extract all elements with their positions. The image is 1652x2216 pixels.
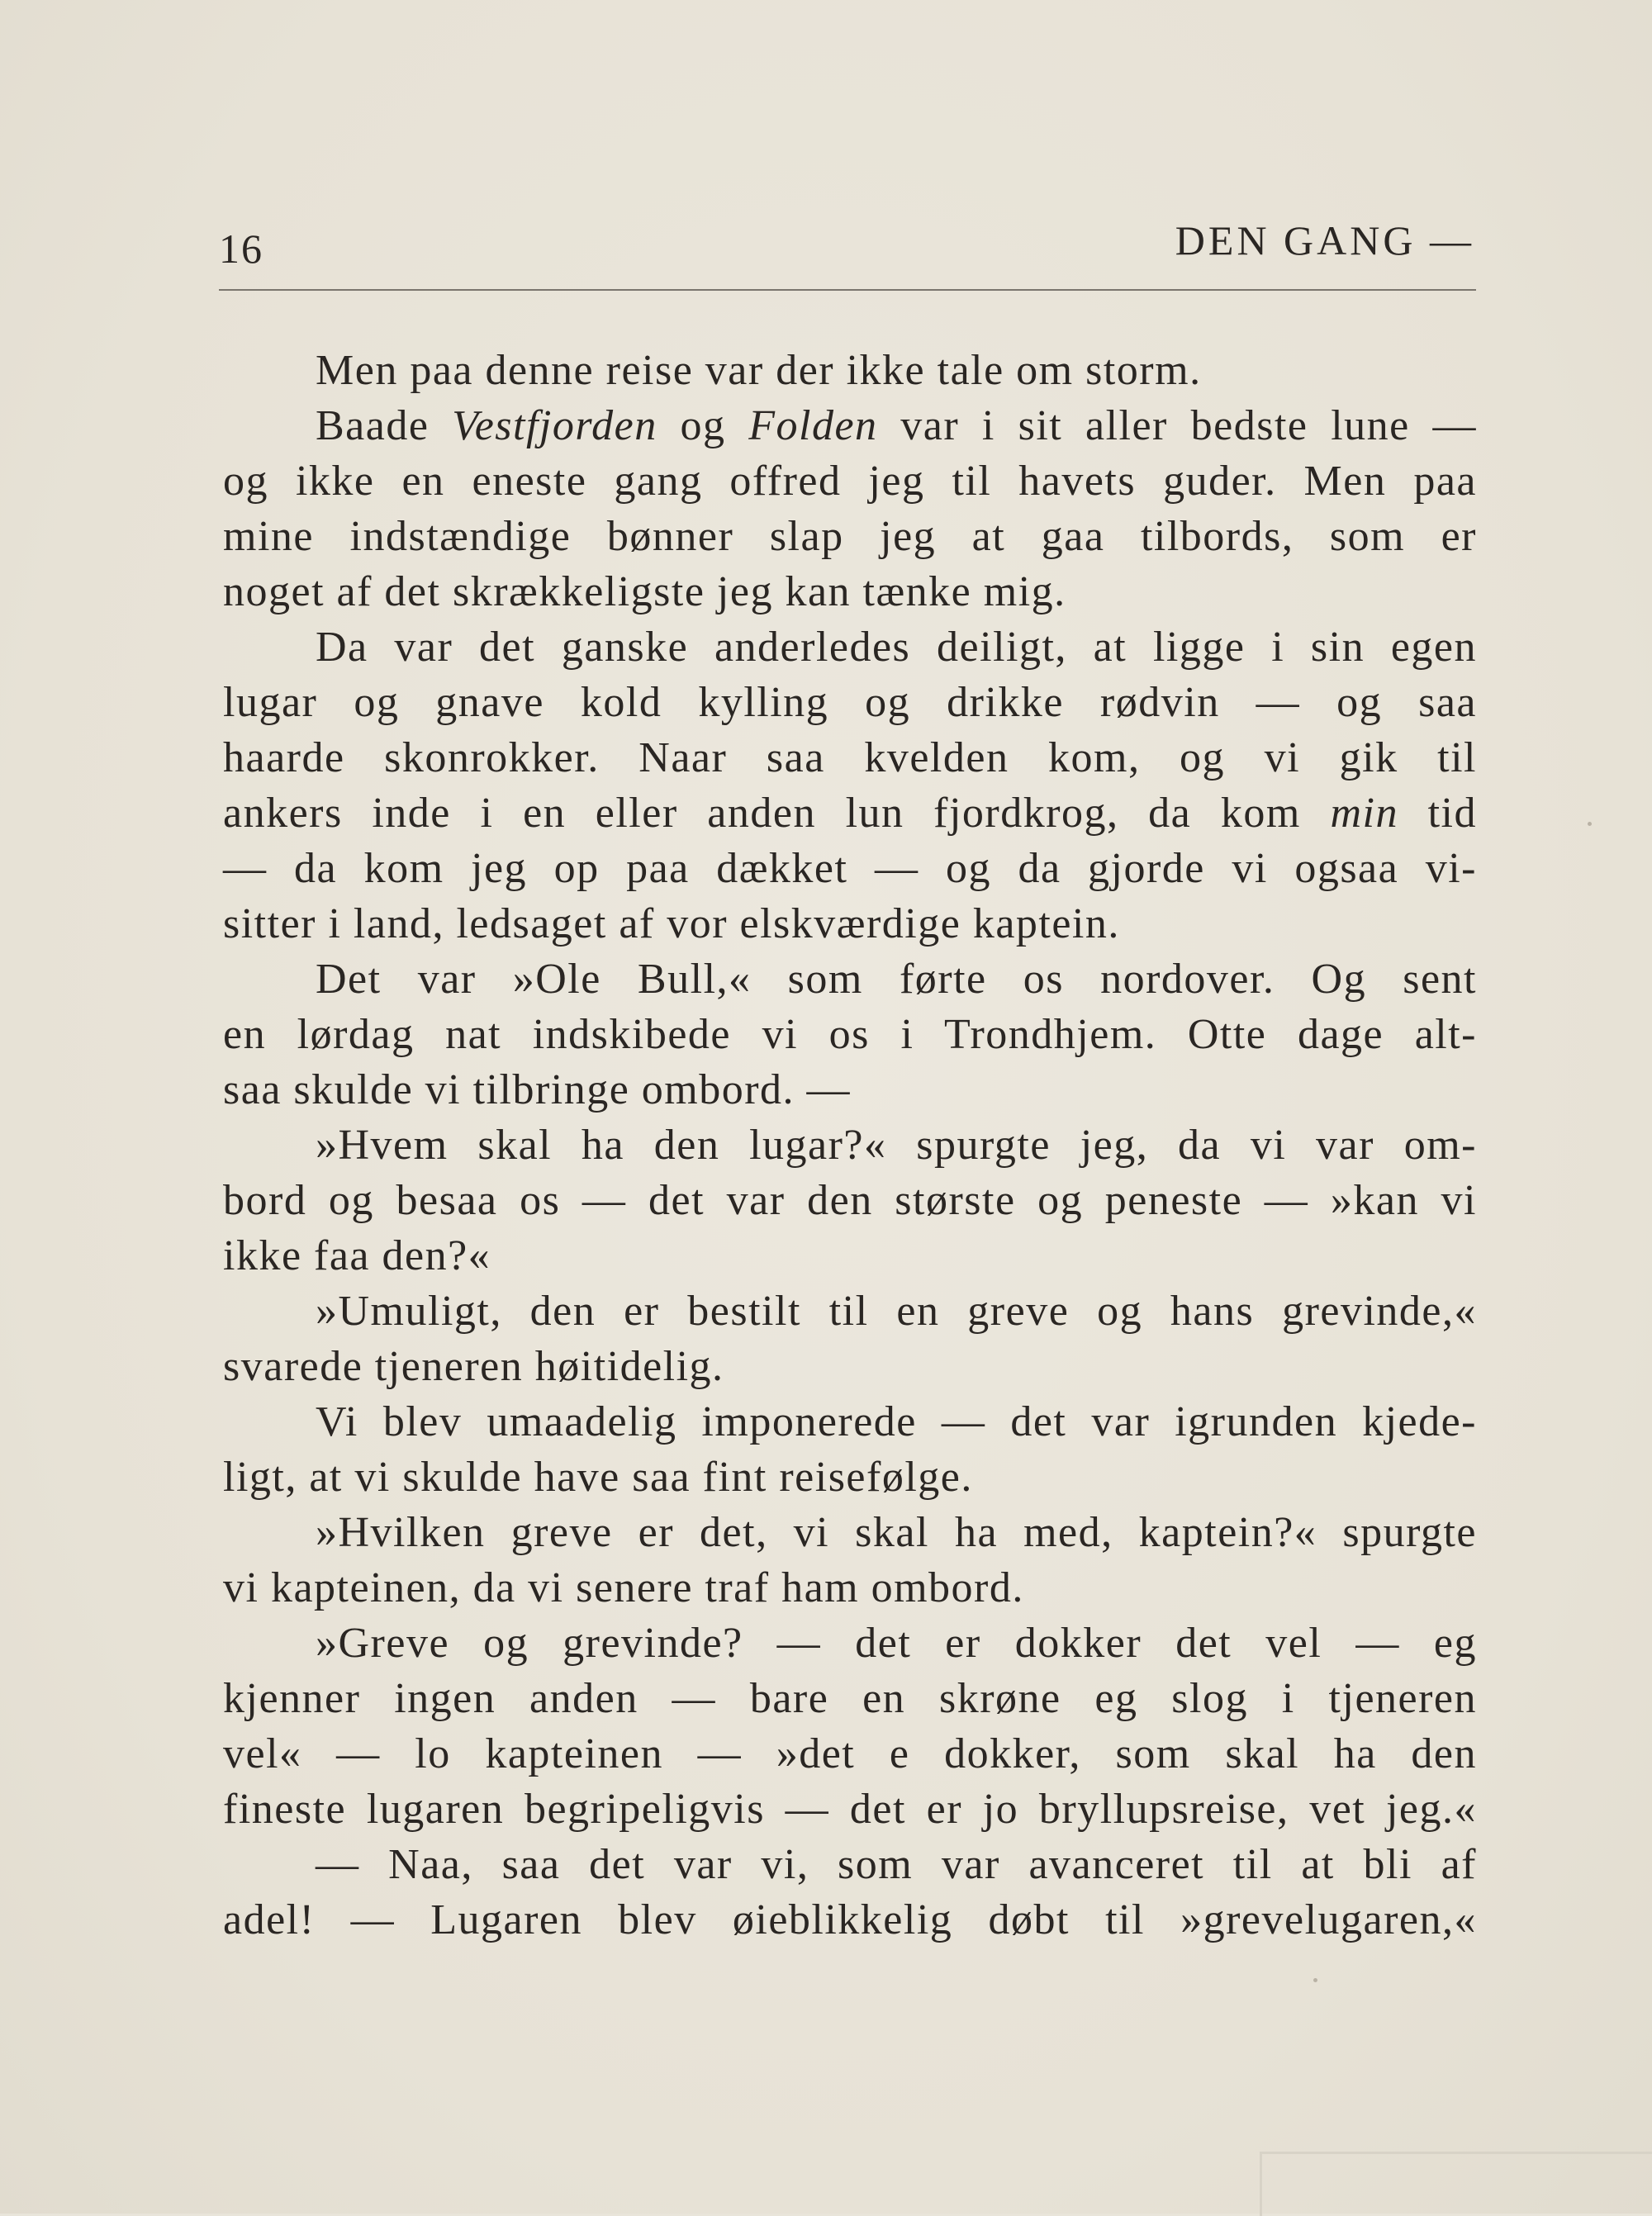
text-line: vi kapteinen, da vi senere traf ham ombord. <box>223 1564 1024 1611</box>
italic-place-name: Vestfjorden <box>452 402 657 449</box>
text-line: en lørdag nat indskibede vi os i Trondhjem. Otte dage alt- <box>223 1011 1477 1058</box>
text-line: »Hvilken greve er det, vi skal ha med, kaptein?« spurgte <box>316 1509 1477 1556</box>
text-line: sitter i land, ledsaget af vor elskværdige kaptein. <box>223 900 1120 947</box>
body-text <box>223 343 1477 1948</box>
paper-speck <box>1588 822 1592 826</box>
text-line: ikke faa den?« <box>223 1232 491 1279</box>
text-line: — da kom jeg op paa dækket — og da gjorde vi ogsaa vi- <box>223 845 1477 892</box>
text-line: Baade Vestfjorden og Folden var i sit aller bedste lune — <box>316 402 1477 449</box>
text-line: mine indstændige bønner slap jeg at gaa tilbords, som er <box>223 513 1477 560</box>
text-line: ligt, at vi skulde have saa fint reisefølge. <box>223 1454 973 1501</box>
text-line: adel! — Lugaren blev øieblikkelig døbt til »grevelugaren,« <box>223 1896 1477 1943</box>
text-line: kjenner ingen anden — bare en skrøne eg slog i tjeneren <box>223 1675 1477 1722</box>
text-line: Da var det ganske anderledes deiligt, at ligge i sin egen <box>316 624 1477 671</box>
page-header <box>219 216 1474 282</box>
italic-place-name: Folden <box>748 402 878 449</box>
text-line: saa skulde vi tilbringe ombord. — <box>223 1066 852 1113</box>
text-line: fineste lugaren begripeligvis — det er jo bryllupsreise, vet jeg.« <box>223 1786 1477 1833</box>
text-line: »Hvem skal ha den lugar?« spurgte jeg, da vi var om- <box>316 1122 1477 1169</box>
header-rule <box>219 289 1476 291</box>
text-line: haarde skonrokker. Naar saa kvelden kom, og vi gik til <box>223 734 1477 781</box>
paper-speck <box>1313 1978 1317 1982</box>
text-line: »Greve og grevinde? — det er dokker det vel — eg <box>316 1620 1477 1667</box>
text-line: — Naa, saa det var vi, som var avanceret til at bli af <box>316 1841 1477 1888</box>
text-line: bord og besaa os — det var den største og peneste — »kan vi <box>223 1177 1477 1224</box>
text-line: Vi blev umaadelig imponerede — det var igrunden kjede- <box>316 1398 1477 1445</box>
page-number: 16 <box>219 225 263 272</box>
text-line: Det var »Ole Bull,« som førte os nordover. Og sent <box>316 956 1477 1003</box>
text-line: ankers inde i en eller anden lun fjordkrog, da kom min tid <box>223 790 1477 837</box>
text-line: »Umuligt, den er bestilt til en greve og hans grevinde,« <box>316 1288 1477 1335</box>
page-edge-mark <box>1260 2152 1652 2216</box>
running-head: DEN GANG — <box>1175 217 1474 263</box>
text-line: Men paa denne reise var der ikke tale om storm. <box>316 347 1202 394</box>
text-line: vel« — lo kapteinen — »det e dokker, som skal ha den <box>223 1730 1477 1777</box>
text-line: og ikke en eneste gang offred jeg til havets guder. Men paa <box>223 458 1477 505</box>
italic-emphasis: min <box>1330 790 1398 837</box>
text-line: svarede tjeneren høitidelig. <box>223 1343 724 1390</box>
text-line: noget af det skrækkeligste jeg kan tænke mig. <box>223 568 1066 615</box>
text-line: lugar og gnave kold kylling og drikke rødvin — og saa <box>223 679 1477 726</box>
